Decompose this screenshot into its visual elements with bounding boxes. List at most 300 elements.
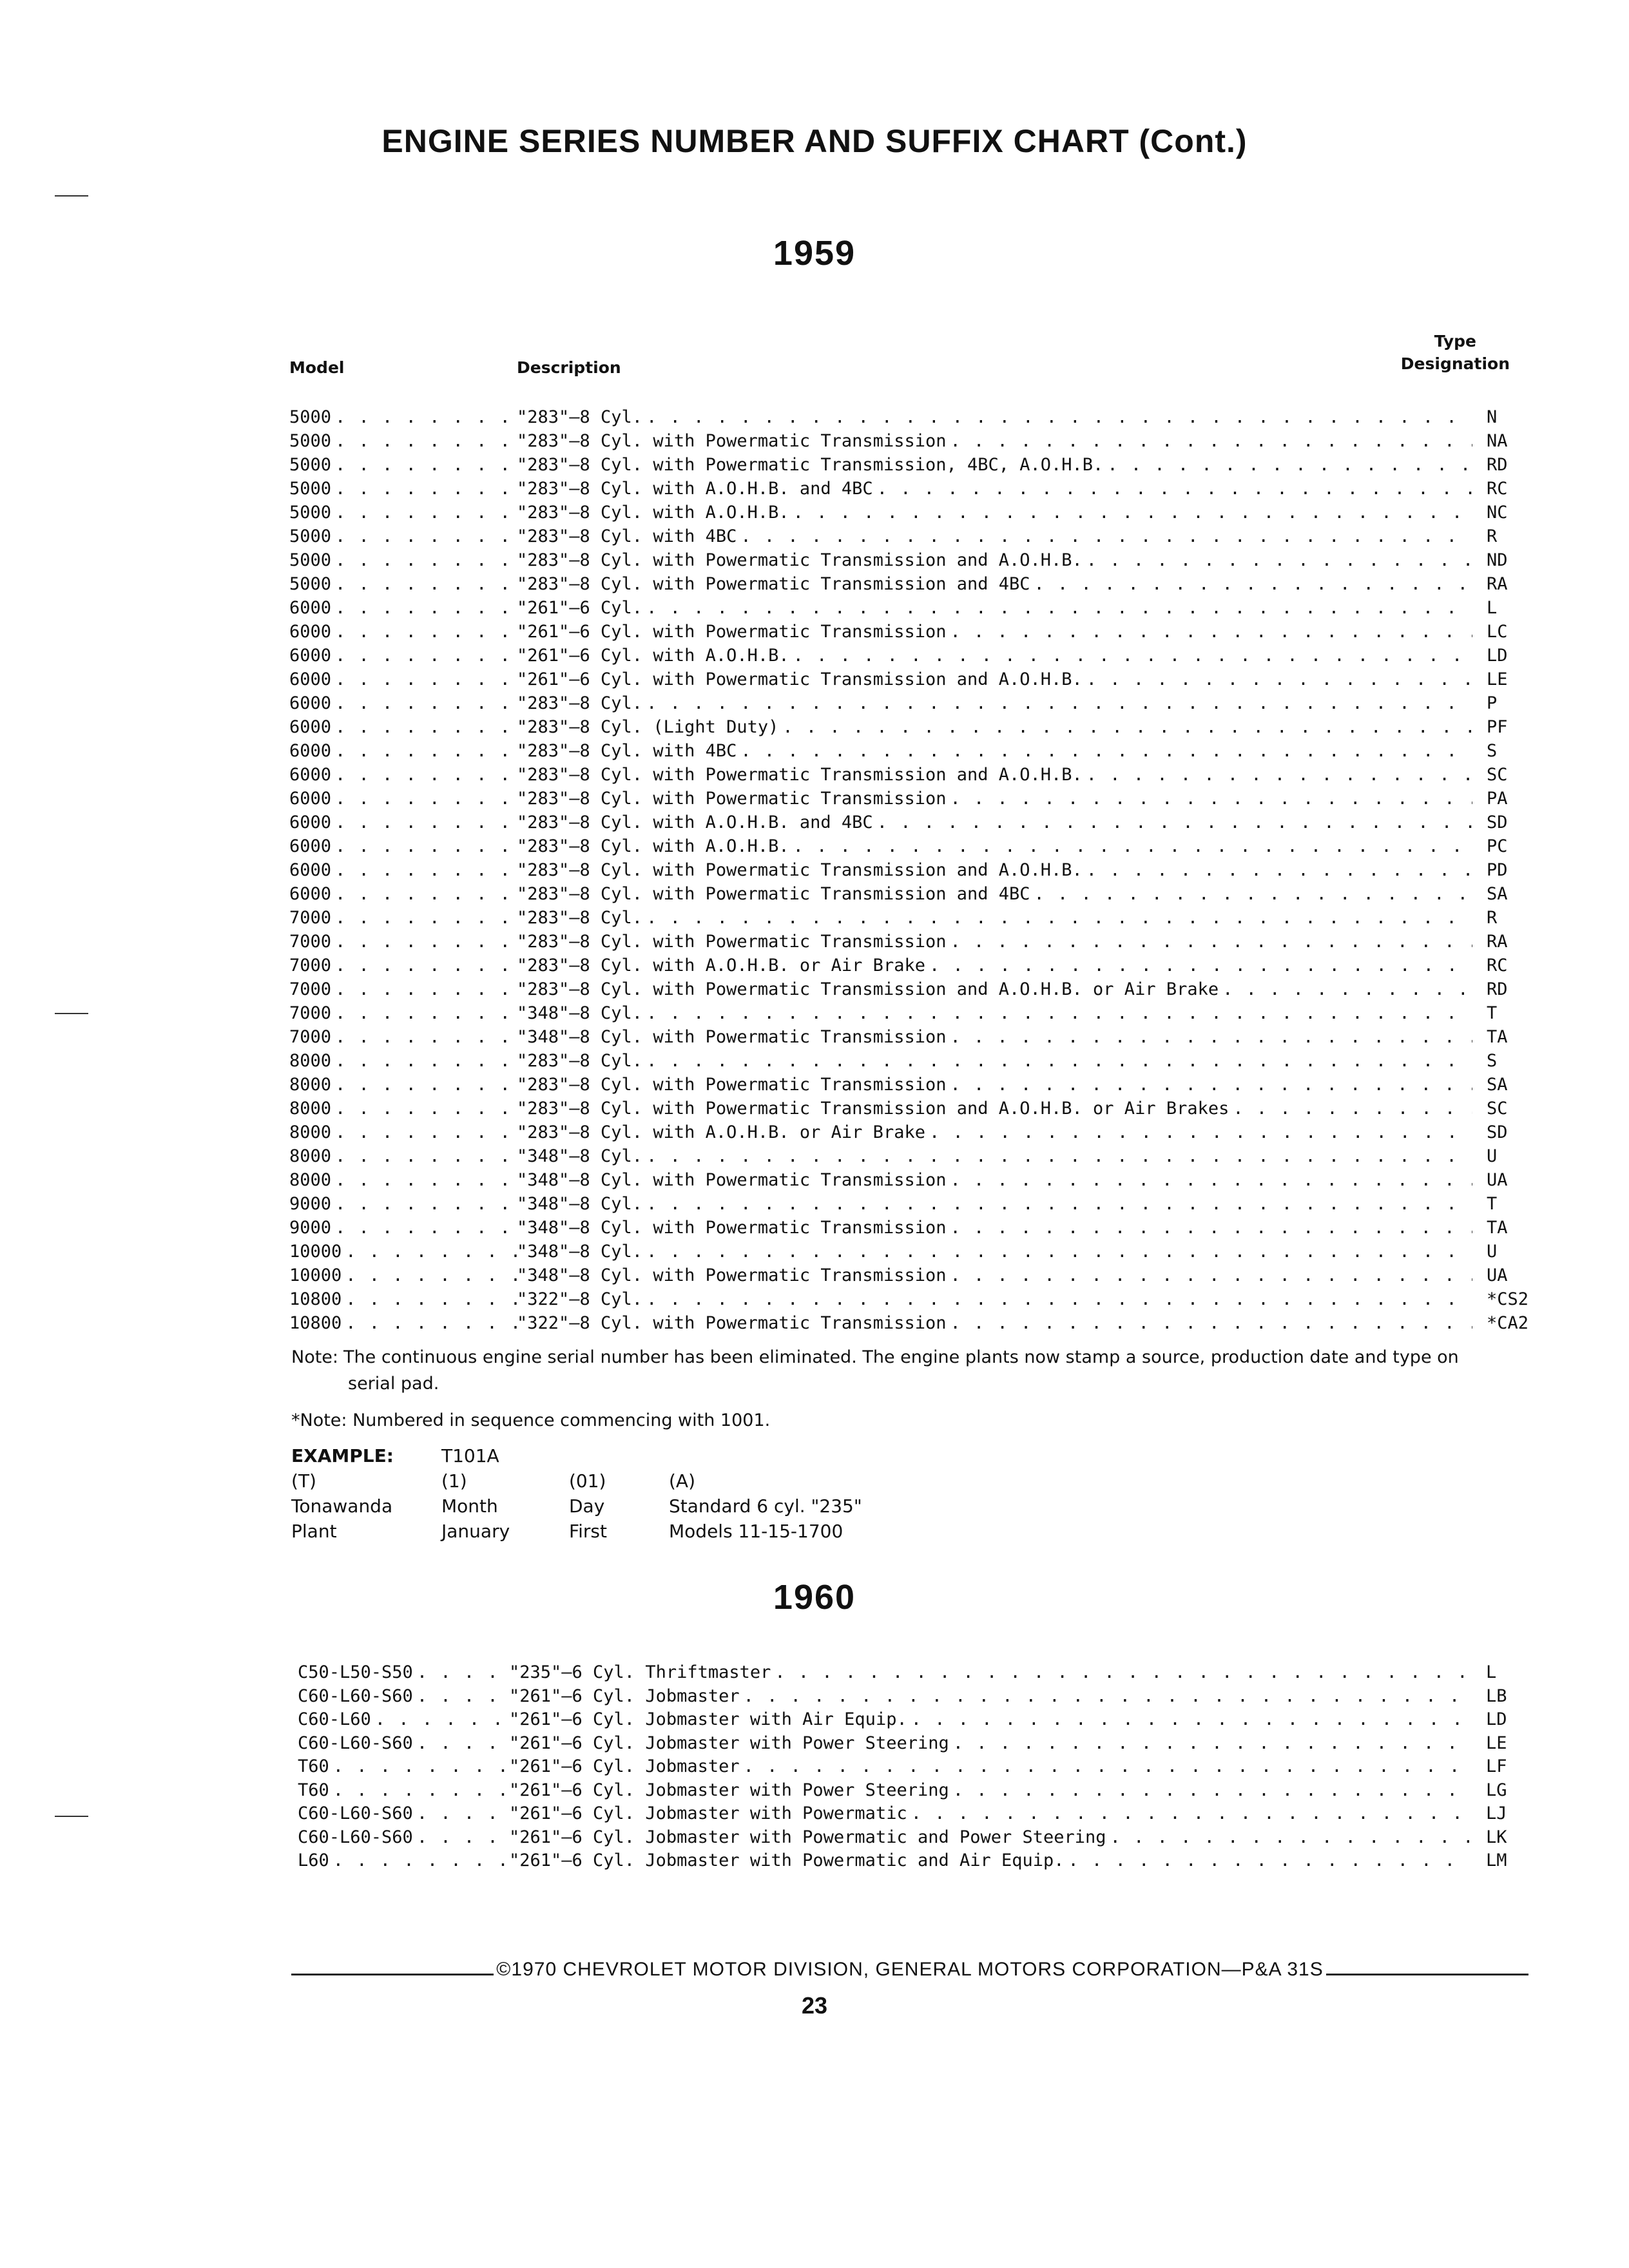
example-part-line1: Standard 6 cyl. "235" [669,1495,862,1517]
model-cell [289,765,517,785]
model-cell [289,669,517,689]
dot-leader [950,1027,1472,1047]
example-part-line2: Models 11-15-1700 [669,1521,843,1542]
description-cell [517,1122,1472,1142]
model-cell [298,1827,509,1847]
type-designation: LM [1486,1850,1507,1870]
description-value: "283"–8 Cyl. with Powermatic Transmission and A.O.H.B. [517,765,1083,785]
type-designation: U [1487,1146,1498,1166]
table-row [289,1218,1521,1242]
dot-leader [335,479,517,499]
description-cell [517,1289,1472,1309]
description-cell [517,598,1472,618]
type-designation: TA [1487,1218,1508,1238]
dot-leader [335,1194,517,1214]
dot-leader [335,836,517,856]
model-cell [289,526,517,546]
model-cell [289,455,517,475]
description-value: "283"–8 Cyl. [517,1051,643,1071]
model-cell [289,479,517,499]
table-row [289,598,1521,622]
type-designation: L [1487,598,1498,618]
model-value: C60-L60 [298,1709,371,1729]
dot-leader [793,503,1472,523]
type-designation: *CS2 [1487,1289,1529,1309]
model-cell [289,1242,517,1262]
description-value: "283"–8 Cyl. (Light Duty) [517,717,779,737]
dot-leader [335,646,517,666]
example-part-code: (T) [291,1470,316,1492]
description-cell [517,550,1472,570]
description-value: "322"–8 Cyl. with Powermatic Transmission [517,1313,947,1333]
dot-leader [744,1686,1472,1706]
model-value: 8000 [289,1122,332,1142]
type-designation: P [1487,693,1498,713]
description-value: "261"–6 Cyl. [517,598,643,618]
page-number: 23 [801,1992,828,2019]
description-cell [517,407,1472,427]
type-designation: T [1487,1194,1498,1214]
model-value: 6000 [289,598,332,618]
dot-leader [1086,550,1472,570]
description-value: "261"–6 Cyl. Jobmaster with Powermatic and Power Steering [509,1827,1106,1847]
type-designation: T [1487,1003,1498,1023]
description-value: "283"–8 Cyl. with Powermatic Transmission and 4BC [517,574,1030,594]
description-value: "261"–6 Cyl. Jobmaster with Power Steering [509,1780,949,1800]
table-row [289,646,1521,669]
description-cell [509,1733,1472,1753]
description-value: "283"–8 Cyl. with A.O.H.B. [517,503,789,523]
dot-leader [744,1756,1472,1776]
table-row [298,1803,1520,1827]
model-value: 8000 [289,1170,332,1190]
table-row [289,884,1521,908]
description-value: "283"–8 Cyl. with A.O.H.B. or Air Brake [517,956,925,975]
table-row [289,1313,1529,1337]
margin-mark [55,1816,88,1817]
description-cell [517,908,1472,928]
table-row [289,622,1521,646]
description-cell [517,884,1472,904]
model-value: 5000 [289,503,332,523]
dot-leader [950,789,1472,809]
table-row [289,1194,1521,1218]
dot-leader [335,1051,517,1071]
type-designation: SA [1487,884,1508,904]
dot-leader [335,622,517,642]
dot-leader [417,1827,509,1847]
table-row [289,479,1521,503]
dot-leader [335,741,517,761]
type-designation: SC [1487,765,1508,785]
dot-leader [646,1003,1472,1023]
dot-leader [335,1122,517,1142]
dot-leader [417,1662,509,1682]
description-cell [517,1265,1472,1285]
description-cell [509,1709,1472,1729]
footer [291,1959,1528,1981]
dot-leader [793,646,1472,666]
table-row [298,1780,1520,1804]
model-value: 6000 [289,836,332,856]
description-value: "261"–6 Cyl. Jobmaster [509,1756,740,1776]
column-header-description: Description [517,358,621,377]
description-cell [509,1827,1472,1847]
description-cell [517,1003,1472,1023]
dot-leader [793,836,1472,856]
description-cell [517,1075,1472,1095]
model-cell [289,884,517,904]
dot-leader [950,1218,1472,1238]
table-row [289,693,1521,717]
model-cell [289,1289,517,1309]
description-value: "283"–8 Cyl. with Powermatic Transmission and A.O.H.B. or Air Brake [517,979,1219,999]
table-row [289,956,1521,979]
model-cell [289,1170,517,1190]
dot-leader [335,574,517,594]
dot-leader [335,431,517,451]
dot-leader [950,431,1472,451]
model-value: 10800 [289,1313,342,1333]
description-value: "283"–8 Cyl. [517,908,643,928]
description-value: "283"–8 Cyl. with Powermatic Transmission and 4BC [517,884,1030,904]
dot-leader [335,812,517,832]
description-value: "283"–8 Cyl. with Powermatic Transmission [517,1075,947,1095]
type-designation: UA [1487,1170,1508,1190]
description-cell [517,956,1472,975]
column-header-model: Model [289,358,345,377]
table-row [289,669,1521,693]
table-row [289,860,1521,884]
description-cell [509,1850,1472,1870]
dot-leader [335,765,517,785]
description-cell [509,1780,1472,1800]
type-designation: NC [1487,503,1508,523]
description-value: "283"–8 Cyl. with A.O.H.B. and 4BC [517,812,873,832]
model-value: 7000 [289,932,332,952]
example-line2-row [291,1519,927,1544]
table-row [298,1850,1520,1874]
model-cell [298,1803,509,1823]
description-cell [517,789,1472,809]
type-designation: NA [1487,431,1508,451]
description-value: "283"–8 Cyl. with Powermatic Transmission and A.O.H.B. [517,860,1083,880]
type-designation: PA [1487,789,1508,809]
description-value: "283"–8 Cyl. with A.O.H.B. and 4BC [517,479,873,499]
model-value: 7000 [289,1003,332,1023]
dot-leader [646,407,1472,427]
model-value: 6000 [289,717,332,737]
type-designation: RC [1487,956,1508,975]
year-heading-1959: 1959 [773,234,856,273]
model-cell [298,1756,509,1776]
model-cell [289,932,517,952]
model-value: T60 [298,1780,329,1800]
model-value: 5000 [289,526,332,546]
dot-leader [877,479,1472,499]
type-designation: LC [1487,622,1508,642]
description-cell [517,979,1472,999]
model-cell [289,407,517,427]
model-value: 6000 [289,646,332,666]
dot-leader [335,526,517,546]
table-row [289,1003,1521,1027]
table-row [289,812,1521,836]
model-cell [289,622,517,642]
description-value: "283"–8 Cyl. with Powermatic Transmission and A.O.H.B. [517,550,1083,570]
description-cell [517,455,1472,475]
model-cell [289,1099,517,1119]
model-value: 7000 [289,1027,332,1047]
dot-leader [335,884,517,904]
year-heading-1960: 1960 [773,1578,856,1617]
model-value: 6000 [289,789,332,809]
type-designation: RD [1487,979,1508,999]
type-designation: RD [1487,455,1508,475]
dot-leader [950,932,1472,952]
table-row [298,1827,1520,1851]
model-cell [289,741,517,761]
type-designation: LF [1486,1756,1507,1776]
model-cell [289,574,517,594]
table-row [289,789,1521,812]
dot-leader [740,741,1472,761]
model-cell [289,1122,517,1142]
dot-leader [646,1194,1472,1214]
dot-leader [1222,979,1472,999]
type-designation: LD [1487,646,1508,666]
model-value: 6000 [289,741,332,761]
description-value: "283"–8 Cyl. with 4BC [517,526,737,546]
model-value: 6000 [289,693,332,713]
dot-leader [333,1780,509,1800]
model-cell [289,979,517,999]
description-value: "283"–8 Cyl. with Powermatic Transmission and A.O.H.B. or Air Brakes [517,1099,1229,1119]
description-value: "283"–8 Cyl. with 4BC [517,741,737,761]
table-row [289,1051,1521,1075]
description-cell [509,1803,1472,1823]
type-designation: RA [1487,932,1508,952]
model-value: 6000 [289,812,332,832]
dot-leader [335,455,517,475]
model-cell [289,1313,517,1333]
table-row [289,1289,1529,1313]
table-row [289,1027,1521,1051]
table-row [289,1075,1521,1099]
description-value: "348"–8 Cyl. [517,1003,643,1023]
description-cell [517,1027,1472,1047]
model-cell [298,1780,509,1800]
model-value: 7000 [289,956,332,975]
dot-leader [646,1242,1472,1262]
model-cell [289,646,517,666]
description-cell [509,1756,1472,1776]
dot-leader [335,550,517,570]
dot-leader [335,669,517,689]
table-row [289,431,1521,455]
dot-leader [335,1170,517,1190]
model-cell [289,431,517,451]
column-header-type-line1: Type [1434,332,1476,351]
type-designation: L [1486,1662,1497,1682]
type-designation: RC [1487,479,1508,499]
model-value: 9000 [289,1218,332,1238]
type-designation: LB [1486,1686,1507,1706]
dot-leader [953,1780,1472,1800]
description-value: "348"–8 Cyl. with Powermatic Transmission [517,1265,947,1285]
description-cell [517,717,1472,737]
model-cell [289,860,517,880]
model-cell [289,1051,517,1071]
model-value: C60-L60-S60 [298,1686,413,1706]
dot-leader [335,598,517,618]
type-designation: LJ [1486,1803,1507,1823]
type-designation: SA [1487,1075,1508,1095]
description-value: "283"–8 Cyl. with Powermatic Transmission, 4BC, A.O.H.B. [517,455,1104,475]
margin-mark [55,195,88,197]
note-label: Note: [291,1347,339,1367]
description-cell [517,1146,1472,1166]
table-row [289,1242,1521,1265]
dot-leader [335,1003,517,1023]
description-value: "283"–8 Cyl. with Powermatic Transmission [517,431,947,451]
dot-leader [1107,455,1472,475]
model-value: 7000 [289,979,332,999]
type-designation: PF [1487,717,1508,737]
model-value: 6000 [289,860,332,880]
model-value: 5000 [289,574,332,594]
dot-leader [333,1756,509,1776]
example-codes-row [291,1468,927,1494]
dot-leader [950,1170,1472,1190]
model-cell [289,1075,517,1095]
description-value: "261"–6 Cyl. Jobmaster [509,1686,740,1706]
page-title: ENGINE SERIES NUMBER AND SUFFIX CHART (Cont.) [381,123,1248,159]
note-serial-number [291,1344,1522,1397]
model-value: C60-L60-S60 [298,1733,413,1753]
model-value: 10000 [289,1265,342,1285]
dot-leader [740,526,1472,546]
dot-leader [950,622,1472,642]
description-value: "283"–8 Cyl. with Powermatic Transmission [517,932,947,952]
example-part-line2: Plant [291,1521,337,1542]
table-row [298,1709,1520,1733]
model-cell [289,717,517,737]
model-cell [289,908,517,928]
type-designation: LD [1486,1709,1507,1729]
dot-leader [646,1289,1472,1309]
dot-leader [911,1803,1472,1823]
type-designation: U [1487,1242,1498,1262]
dot-leader [929,956,1472,975]
model-value: 5000 [289,550,332,570]
model-value: 9000 [289,1194,332,1214]
dot-leader [335,407,517,427]
table-row [298,1662,1520,1686]
engine-table-1960 [298,1662,1520,1874]
footer-rule-right [1326,1974,1528,1975]
dot-leader [646,1051,1472,1071]
model-value: L60 [298,1850,329,1870]
example-part-line2: January [441,1521,510,1542]
table-row [289,1265,1521,1289]
model-cell [289,836,517,856]
model-cell [289,1027,517,1047]
description-cell [517,669,1472,689]
dot-leader [646,693,1472,713]
table-row [298,1756,1520,1780]
dot-leader [950,1313,1472,1333]
dot-leader [877,812,1472,832]
dot-leader [335,503,517,523]
table-row [289,1099,1521,1122]
model-value: C60-L60-S60 [298,1827,413,1847]
table-row [289,1170,1521,1194]
model-cell [289,1146,517,1166]
table-row [298,1733,1520,1757]
model-value: C60-L60-S60 [298,1803,413,1823]
description-value: "261"–6 Cyl. Jobmaster with Powermatic and Air Equip. [509,1850,1065,1870]
description-value: "348"–8 Cyl. with Powermatic Transmission [517,1170,947,1190]
description-cell [517,812,1472,832]
type-designation: S [1487,1051,1498,1071]
dot-leader [646,908,1472,928]
description-cell [517,574,1472,594]
description-value: "261"–6 Cyl. with A.O.H.B. [517,646,789,666]
model-value: C50-L50-S50 [298,1662,413,1682]
type-designation: LG [1486,1780,1507,1800]
description-cell [517,860,1472,880]
example-part-line1: Tonawanda [291,1495,393,1517]
dot-leader [417,1733,509,1753]
description-cell [517,1099,1472,1119]
dot-leader [1034,574,1472,594]
dot-leader [1086,669,1472,689]
note-sequence: *Note: Numbered in sequence commencing with 1001. [291,1410,771,1430]
note-text-continued: serial pad. [348,1374,439,1394]
description-value: "348"–8 Cyl. [517,1146,643,1166]
description-cell [517,1194,1472,1214]
table-row [289,979,1521,1003]
dot-leader [335,1075,517,1095]
dot-leader [335,1146,517,1166]
type-designation: PD [1487,860,1508,880]
example-part-code: (A) [669,1470,696,1492]
description-value: "283"–8 Cyl. with A.O.H.B. [517,836,789,856]
model-cell [289,1265,517,1285]
dot-leader [375,1709,509,1729]
model-value: 6000 [289,765,332,785]
table-row [289,717,1521,741]
description-value: "261"–6 Cyl. with Powermatic Transmission [517,622,947,642]
dot-leader [335,908,517,928]
description-value: "322"–8 Cyl. [517,1289,643,1309]
model-value: 8000 [289,1075,332,1095]
type-designation: PC [1487,836,1508,856]
table-row [289,1146,1521,1170]
description-cell [517,765,1472,785]
description-cell [517,1313,1472,1333]
description-value: "261"–6 Cyl. Jobmaster with Air Equip. [509,1709,907,1729]
model-cell [289,550,517,570]
model-value: 6000 [289,669,332,689]
model-cell [289,1218,517,1238]
description-cell [517,431,1472,451]
model-cell [289,789,517,809]
dot-leader [335,1218,517,1238]
table-row [298,1686,1520,1710]
description-cell [509,1662,1472,1682]
